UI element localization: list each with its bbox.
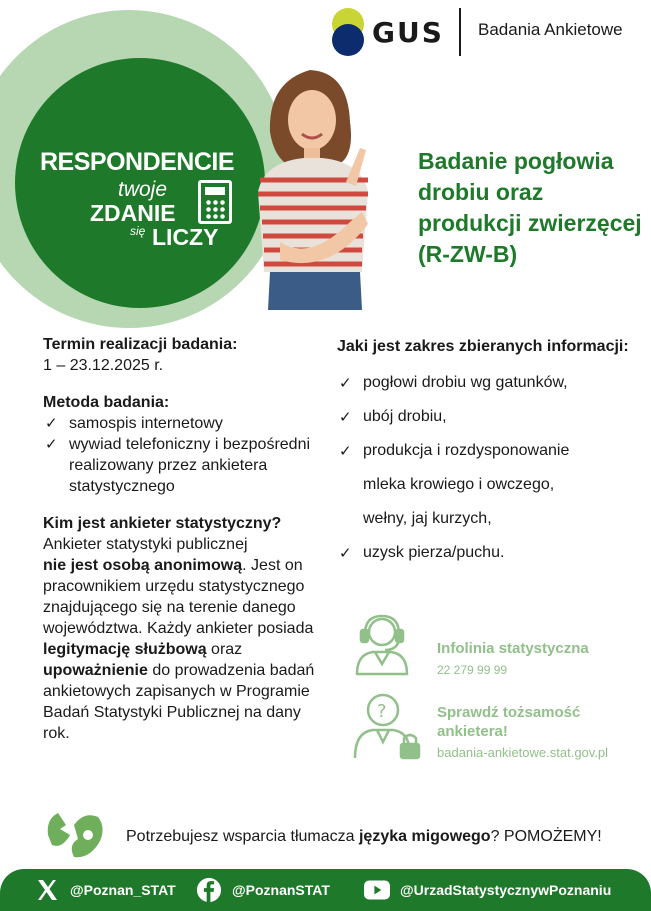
- title-line-3: produkcji zwierzęcej: [418, 210, 642, 236]
- interviewer-text-part: do prowadzenia badań ankietowych zapisanych w Programie Badań Statystyki Publicznej na dany rok.: [43, 662, 315, 742]
- method-section: [43, 392, 323, 497]
- x-handle: @Poznan_STAT: [70, 882, 176, 898]
- scope-heading: Jaki jest zakres zbieranych informacji:: [337, 338, 629, 355]
- slogan: [40, 148, 240, 250]
- term-section: [43, 334, 323, 376]
- youtube-handle: @UrzadStatystycznywPoznaniu: [400, 882, 612, 898]
- headset-agent-icon: [353, 610, 411, 676]
- facebook-icon: [196, 877, 222, 903]
- term-heading: Termin realizacji badania:: [43, 336, 238, 353]
- woman-pointing-image: [250, 62, 380, 310]
- interviewer-text: [43, 534, 323, 744]
- title-line-2: drobiu oraz: [418, 179, 544, 205]
- slogan-line-3: ZDANIE: [90, 200, 176, 226]
- verify-label: Sprawdź tożsamość ankietera!: [437, 704, 581, 740]
- youtube-social-link[interactable]: [364, 877, 611, 903]
- interviewer-heading: Kim jest ankieter statystyczny?: [43, 515, 282, 532]
- method-heading: Metoda badania:: [43, 394, 170, 411]
- header-divider: [459, 8, 461, 56]
- hotline-number[interactable]: 22 279 99 99: [437, 663, 508, 677]
- sign-language-text: [126, 828, 602, 846]
- scope-item: ✓ produkcja i rozdysponowanie: [337, 434, 637, 468]
- scope-item: ✓ ubój drobiu,: [337, 400, 637, 434]
- gus-logo: [332, 8, 444, 56]
- svg-text:?: ?: [377, 701, 387, 722]
- scope-item: ✓ pogłowi drobiu wg gatunków,: [337, 366, 637, 400]
- gus-logo-mark-icon: [332, 8, 364, 56]
- method-item: ✓ samospis internetowy: [43, 413, 323, 434]
- logo-text: GUS: [372, 15, 444, 49]
- interviewer-text-part: Ankieter statystyki publicznej: [43, 536, 248, 553]
- right-column: [337, 338, 637, 570]
- interviewer-section: [43, 513, 323, 744]
- facebook-handle: @PoznanSTAT: [232, 882, 330, 898]
- youtube-icon: [364, 877, 390, 903]
- scope-item-continued: wełny, jaj kurzych,: [363, 510, 492, 527]
- term-value: 1 – 23.12.2025 r.: [43, 357, 164, 374]
- sign-text-part: Potrzebujesz wsparcia tłumacza: [126, 828, 359, 845]
- sign-language-icon: [44, 805, 110, 863]
- title-line-4: (R-ZW-B): [418, 241, 518, 267]
- interviewer-bold-1: nie jest osobą anonimową: [43, 557, 243, 574]
- survey-title: [418, 146, 648, 270]
- slogan-line-2: twoje: [118, 178, 168, 201]
- x-icon: [34, 877, 60, 903]
- interviewer-text-part: oraz: [206, 641, 243, 658]
- person-question-icon: [353, 690, 423, 760]
- title-line-1: Badanie pogłowia: [418, 148, 614, 174]
- header-subtitle: Badania Ankietowe: [478, 20, 623, 39]
- sign-text-bold: języka migowego: [358, 828, 491, 845]
- interviewer-text-part: . Jest on pracownikiem urzędu statystycznego znajdującego się na terenie danego województwa. Każdy ankieter posiada: [43, 557, 314, 637]
- scope-list: [337, 366, 637, 570]
- slogan-line-1: RESPONDENCIE: [40, 148, 235, 176]
- method-item: ✓ wywiad telefoniczny i bezpośredni realizowany przez ankietera statystycznego: [43, 434, 323, 497]
- x-social-link[interactable]: [34, 877, 176, 903]
- footer-social-bar: [0, 869, 651, 911]
- facebook-social-link[interactable]: [196, 877, 330, 903]
- sign-text-part: ? POMOŻEMY!: [490, 828, 602, 845]
- slogan-line-5: LICZY: [152, 224, 219, 250]
- slogan-line-4: się: [130, 224, 146, 238]
- verify-url[interactable]: badania-ankietowe.stat.gov.pl: [437, 745, 609, 760]
- calculator-icon: [198, 180, 232, 224]
- hotline-label: Infolinia statystyczna: [437, 640, 589, 657]
- scope-item: ✓ uzysk pierza/puchu.: [337, 536, 637, 570]
- interviewer-bold-2: legitymację służbową: [43, 641, 207, 658]
- left-column: [43, 334, 323, 760]
- method-list: [43, 413, 323, 497]
- scope-item-continued: mleka krowiego i owczego,: [363, 476, 555, 493]
- interviewer-bold-3: upoważnienie: [43, 662, 148, 679]
